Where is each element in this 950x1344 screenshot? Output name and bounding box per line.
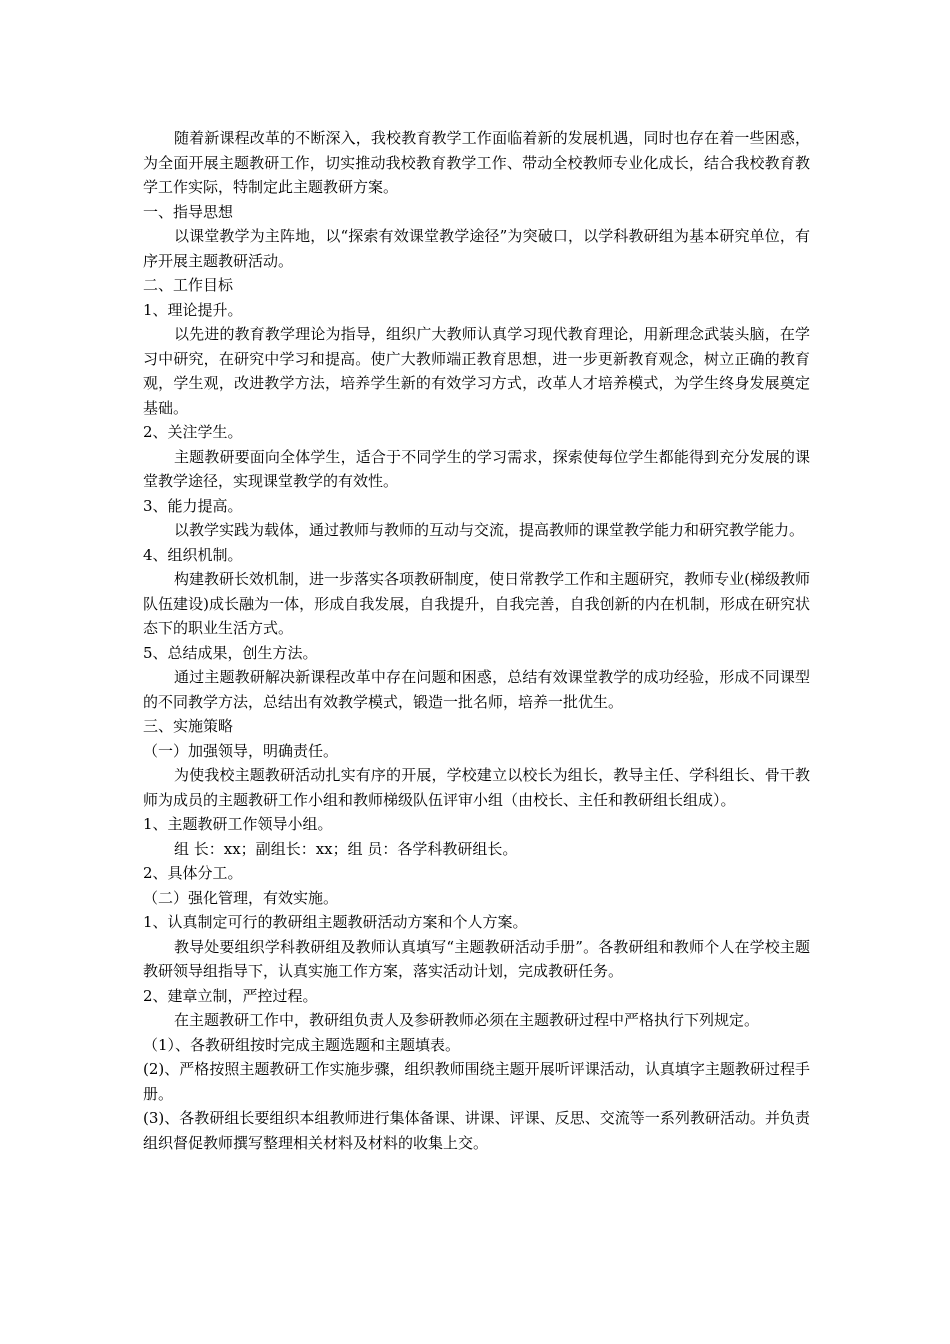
paragraph: 2、具体分工。 — [143, 864, 243, 882]
paragraph: 构建教研长效机制，进一步落实各项教研制度，使日常教学工作和主题研究，教师专业(梯级教师队伍建设)成长融为一体，形成自我发展，自我提升，自我完善，自我创新的内在机制，形成在研究状态下的职业生活方式。 — [143, 570, 810, 637]
paragraph: 1、理论提升。 — [143, 300, 243, 319]
document-body — [143, 126, 810, 1155]
paragraph: 4、组织机制。 — [143, 545, 243, 564]
paragraph: 1、认真制定可行的教研组主题教研活动方案和个人方案。 — [143, 913, 528, 931]
paragraph: 一、指导思想 — [143, 202, 234, 221]
paragraph: 以先进的教育教学理论为指导，组织广大教师认真学习现代教育理论，用新理念武装头脑，在学习中研究，在研究中学习和提高。使广大教师端正教育思想，进一步更新教育观念，树立正确的教育观，学生观，改进教学方法，培养学生新的有效学习方式，改革人才培养模式，为学生终身发展奠定基础。 — [143, 325, 810, 417]
paragraph: 在主题教研工作中，教研组负责人及参研教师必须在主题教研过程中严格执行下列规定。 — [174, 1011, 760, 1029]
paragraph: 5、总结成果，创生方法。 — [143, 643, 318, 662]
paragraph: (2)、严格按照主题教研工作实施步骤，组织教师围绕主题开展听评课活动，认真填字主题教研过程手册。 — [143, 1060, 810, 1103]
paragraph: 二、工作目标 — [143, 276, 234, 294]
paragraph: （一）加强领导，明确责任。 — [143, 741, 339, 760]
paragraph: 通过主题教研解决新课程改革中存在问题和困惑，总结有效课堂教学的成功经验，形成不同课型的不同教学方法，总结出有效教学模式，锻造一批名师，培养一批优生。 — [143, 668, 810, 711]
paragraph: 1、主题教研工作领导小组。 — [143, 815, 333, 833]
paragraph: 三、实施策略 — [143, 717, 234, 735]
paragraph: 组 长：xx；副组长：xx；组 员：各学科教研组长。 — [174, 839, 518, 858]
paragraph: 随着新课程改革的不断深入，我校教育教学工作面临着新的发展机遇，同时也存在着一些困惑，为全面开展主题教研工作，切实推动我校教育教学工作、带动全校教师专业化成长，结合我校教育教学工作实际，特制定此主题教研方案。 — [143, 129, 810, 196]
paragraph: 2、建章立制，严控过程。 — [143, 986, 318, 1005]
paragraph: （1）、各教研组按时完成主题选题和主题填表。 — [143, 1035, 461, 1054]
paragraph: 2、关注学生。 — [143, 423, 243, 441]
paragraph: 为使我校主题教研活动扎实有序的开展，学校建立以校长为组长，教导主任、学科组长、骨干教师为成员的主题教研工作小组和教师梯级队伍评审小组（由校长、主任和教研组长组成）。 — [143, 766, 810, 809]
paragraph: (3)、各教研组长要组织本组教师进行集体备课、讲课、评课、反思、交流等一系列教研活动。并负责组织督促教师撰写整理相关材料及材料的收集上交。 — [143, 1109, 810, 1152]
paragraph: 以课堂教学为主阵地，以“探索有效课堂教学途径”为突破口，以学科教研组为基本研究单位，有序开展主题教研活动。 — [143, 227, 810, 270]
paragraph: 3、能力提高。 — [143, 496, 243, 515]
paragraph: 主题教研要面向全体学生，适合于不同学生的学习需求，探索使每位学生都能得到充分发展的课堂教学途径，实现课堂教学的有效性。 — [143, 447, 810, 490]
paragraph: 以教学实践为载体，通过教师与教师的互动与交流，提高教师的课堂教学能力和研究教学能力。 — [174, 521, 805, 539]
paragraph: （二）强化管理，有效实施。 — [143, 888, 339, 907]
paragraph: 教导处要组织学科教研组及教师认真填写“主题教研活动手册”。各教研组和教师个人在学校主题教研领导组指导下，认真实施工作方案，落实活动计划，完成教研任务。 — [143, 937, 810, 980]
